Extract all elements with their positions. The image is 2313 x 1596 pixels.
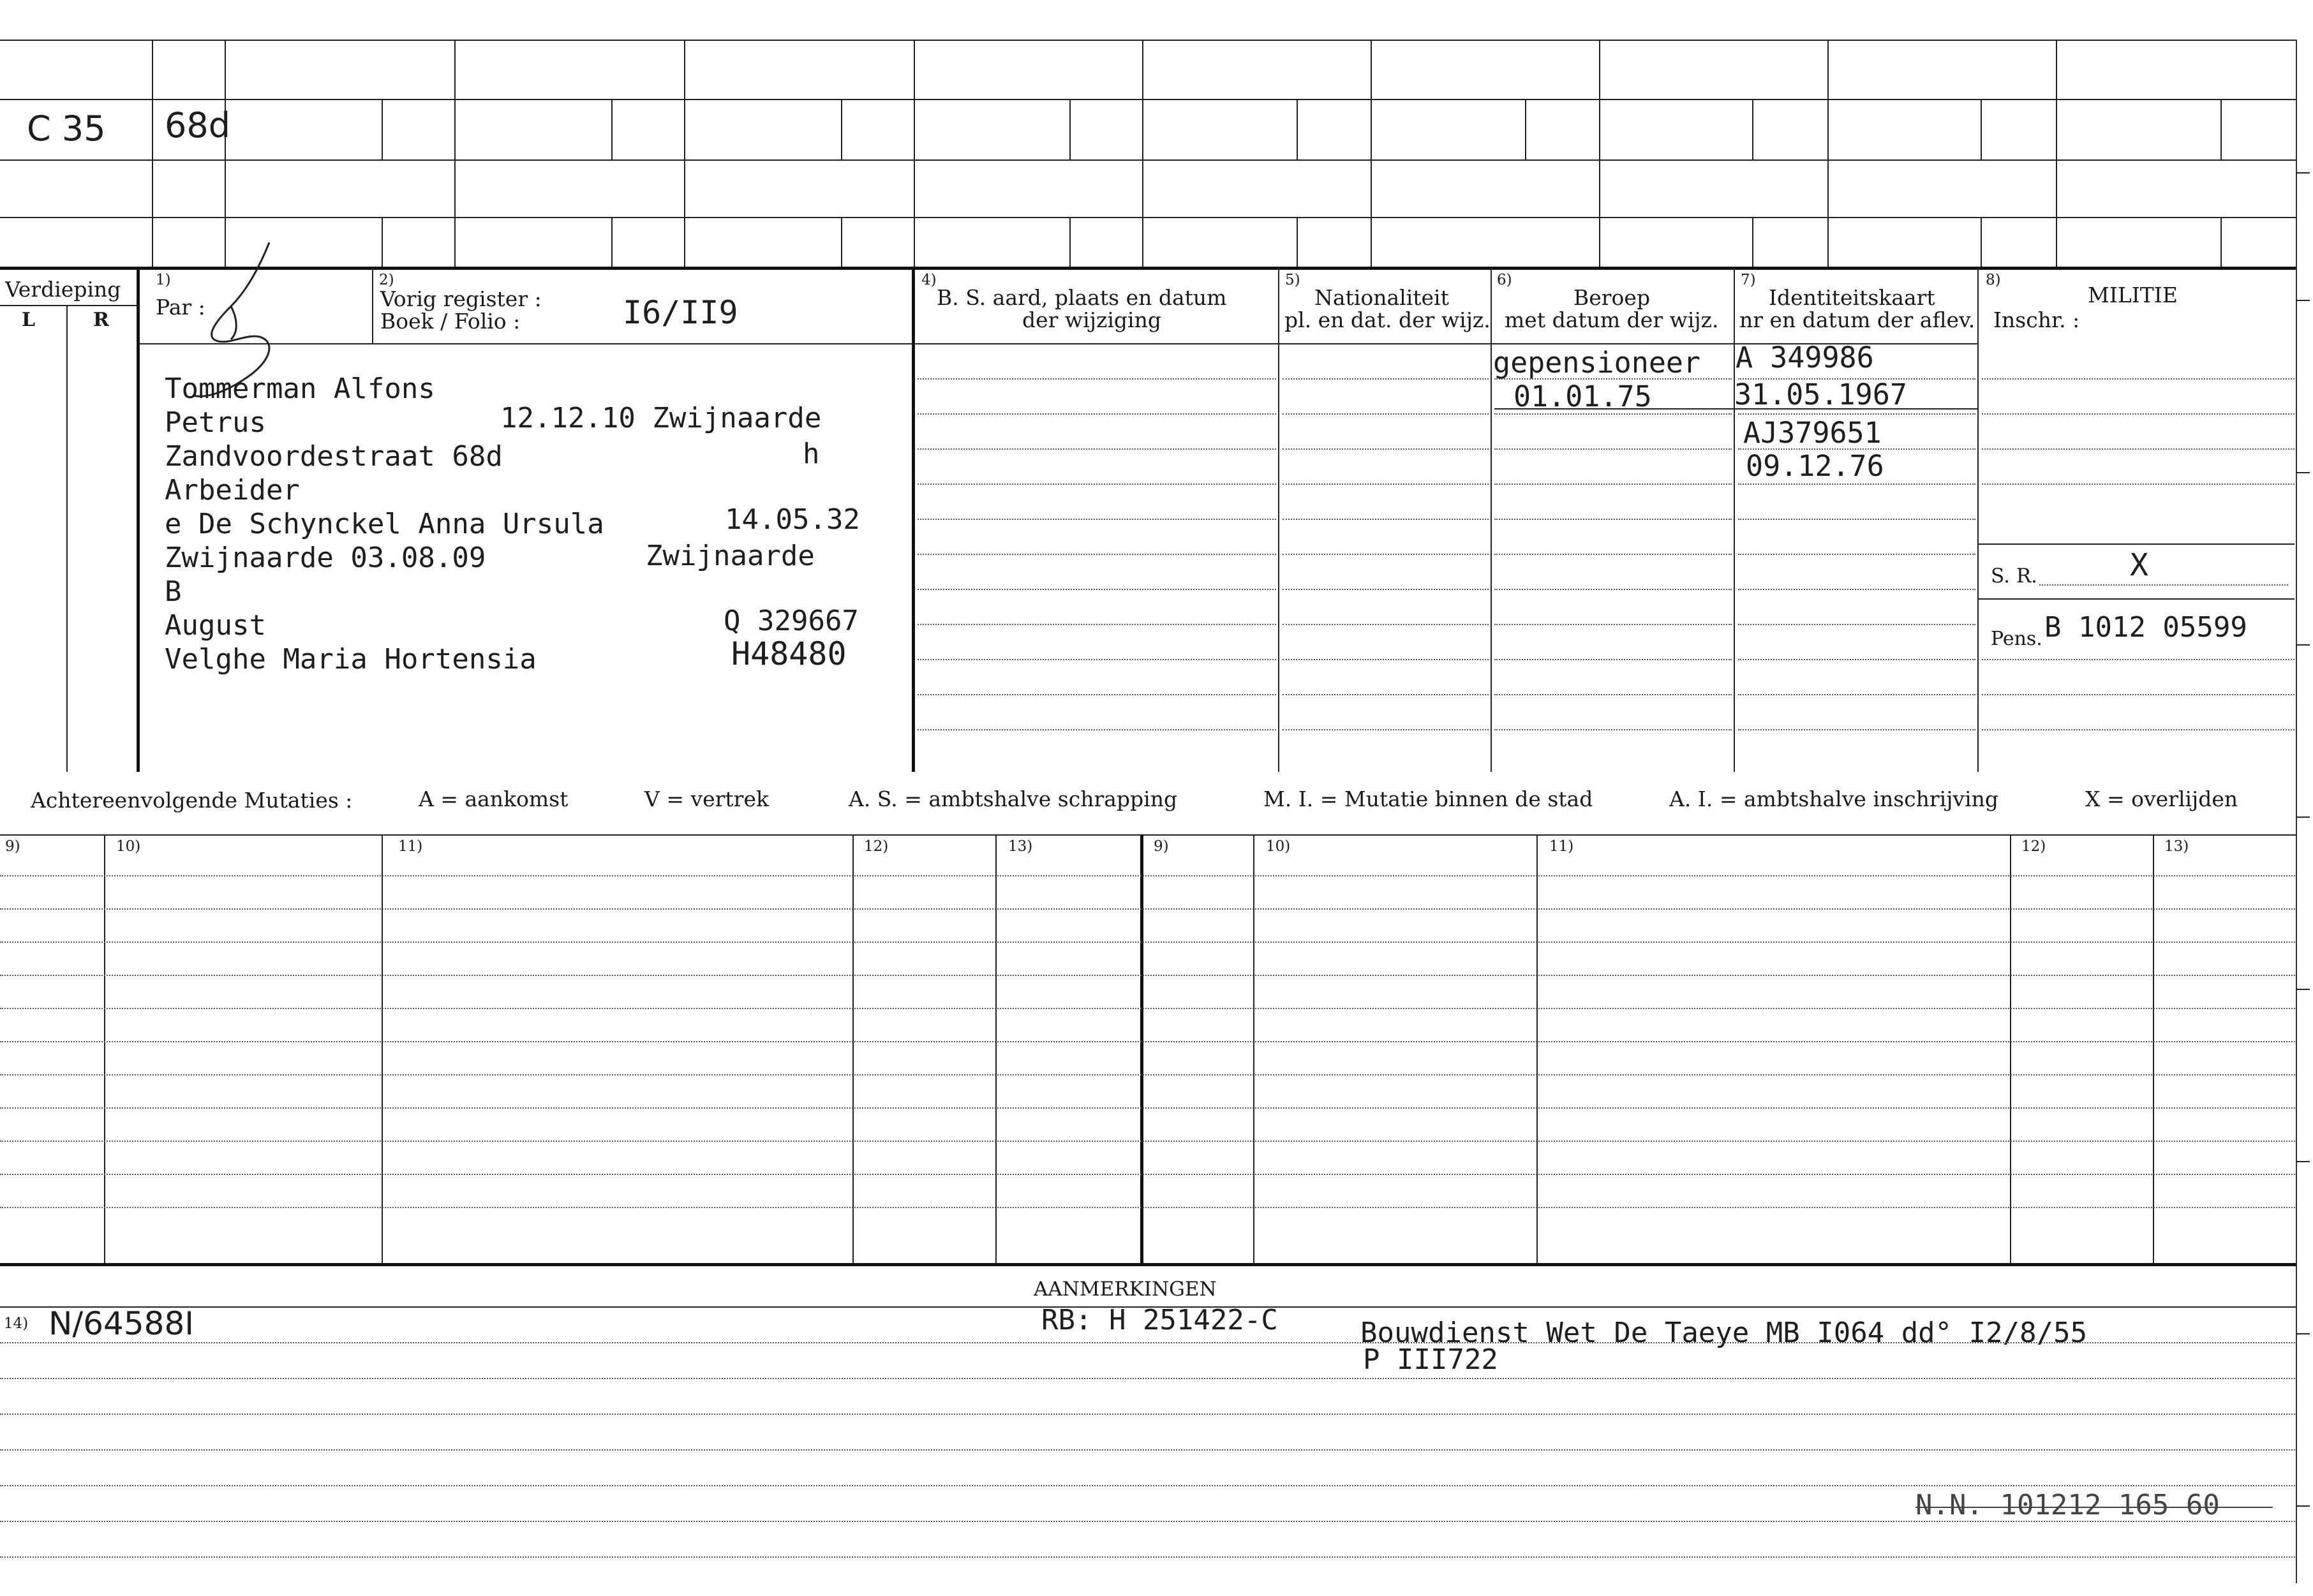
person-line-left: e De Schynckel Anna Ursula bbox=[165, 508, 604, 540]
mutaties-col-line bbox=[104, 834, 105, 1263]
aanmerkingen-nn: N.N. 101212 165 60 bbox=[1915, 1489, 2220, 1521]
mutaties-legend-item: A = aankomst bbox=[419, 787, 569, 811]
mutaties-top-line bbox=[0, 834, 2297, 836]
nn-strikethrough bbox=[1915, 1507, 2273, 1508]
mutaties-col-number: 12) bbox=[2021, 838, 2046, 855]
top-border-line bbox=[0, 40, 2297, 41]
person-line-left: Velghe Maria Hortensia bbox=[165, 643, 537, 676]
top-grid-col-line bbox=[914, 40, 915, 267]
field-number-7: 7) bbox=[1741, 272, 1756, 288]
l-label: L bbox=[22, 309, 36, 331]
top-grid-col-line bbox=[454, 40, 456, 267]
header-bottom-line bbox=[137, 343, 1977, 344]
mutaties-col-number: 13) bbox=[1008, 838, 1033, 855]
top-grid-sub-line bbox=[1752, 217, 1753, 267]
id-card-2: AJ379651 bbox=[1743, 416, 1882, 450]
aanmerkingen-rb: RB: H 251422-C bbox=[1041, 1304, 1278, 1336]
header-code: C 35 bbox=[27, 108, 106, 149]
r-label: R bbox=[93, 309, 109, 331]
top-grid-col-line bbox=[1827, 40, 1829, 267]
person-line-left: Petrus bbox=[165, 406, 266, 439]
col-line-vorig bbox=[372, 268, 373, 343]
beroep-date: 01.01.75 bbox=[1513, 380, 1652, 413]
top-grid-sub-line bbox=[1069, 217, 1071, 267]
col-line-par bbox=[137, 268, 140, 772]
top-grid-sub-line bbox=[841, 99, 842, 159]
person-line-right: Q 329667 bbox=[724, 605, 859, 637]
col-line-militie bbox=[1977, 268, 1979, 772]
mutaties-legend-item: M. I. = Mutatie binnen de stad bbox=[1263, 787, 1593, 811]
field-number-2: 2) bbox=[379, 272, 394, 288]
mutaties-bottom-line bbox=[0, 1263, 2297, 1266]
identiteit-header-line2: nr en datum der aflev. bbox=[1739, 307, 1975, 332]
verdieping-divider bbox=[0, 305, 137, 306]
mutaties-col-line bbox=[1140, 834, 1143, 1263]
pens-value: B 1012 05599 bbox=[2044, 611, 2247, 644]
identiteit-header-line1: Identiteitskaart bbox=[1769, 285, 1935, 310]
person-line-right: 14.05.32 bbox=[725, 503, 860, 536]
top-grid-sub-line bbox=[2220, 99, 2222, 159]
mutaties-title: Achtereenvolgende Mutaties : bbox=[31, 788, 353, 813]
top-grid-col-line bbox=[1599, 40, 1600, 267]
sr-dotted-line bbox=[2039, 584, 2288, 586]
person-line-left: B bbox=[165, 575, 182, 608]
militie-header: MILITIE bbox=[2088, 283, 2178, 307]
field-number-4: 4) bbox=[921, 272, 937, 288]
person-line-left: Tommerman Alfons bbox=[165, 373, 435, 405]
top-grid-sub-line bbox=[1297, 99, 1298, 159]
mutaties-col-number: 9) bbox=[5, 838, 20, 855]
sr-label: S. R. bbox=[1991, 565, 2038, 587]
id-date-2: 09.12.76 bbox=[1746, 449, 1884, 483]
militie-divider bbox=[1977, 543, 2294, 545]
mutaties-col-line bbox=[1536, 834, 1538, 1263]
mutaties-col-line bbox=[2153, 834, 2154, 1263]
mutaties-col-number: 11) bbox=[398, 838, 423, 855]
person-line-left: Zwijnaarde 03.08.09 bbox=[165, 542, 486, 574]
top-grid-sub-line bbox=[1525, 99, 1526, 159]
top-grid-sub-line bbox=[611, 99, 613, 159]
col-line-nat bbox=[1278, 268, 1279, 772]
mutaties-col-number: 11) bbox=[1549, 838, 1574, 855]
id-date-1: 31.05.1967 bbox=[1734, 378, 1907, 411]
beroep-value: gepensioneer bbox=[1493, 346, 1701, 380]
mutaties-col-number: 9) bbox=[1154, 838, 1169, 855]
nationaliteit-header-line2: pl. en dat. der wijz. bbox=[1284, 307, 1491, 332]
person-line-left: Zandvoordestraat 68d bbox=[165, 440, 503, 473]
top-grid-sub-line bbox=[1297, 217, 1298, 267]
aanmerkingen-number: 14) bbox=[4, 1315, 29, 1332]
militie-divider bbox=[1977, 598, 2294, 600]
beroep-header-line2: met datum der wijz. bbox=[1505, 307, 1719, 332]
top-grid-sub-line bbox=[1981, 99, 1982, 159]
person-line-right: Zwijnaarde bbox=[646, 540, 815, 572]
nationaliteit-header-line1: Nationaliteit bbox=[1314, 285, 1449, 310]
aanmerkingen-p-number: P III722 bbox=[1363, 1343, 1498, 1376]
person-line-right: h bbox=[803, 438, 820, 470]
top-grid-sub-line bbox=[1752, 99, 1753, 159]
aanmerkingen-code: N/64588I bbox=[48, 1305, 195, 1342]
mutaties-legend-item: X = overlijden bbox=[2085, 787, 2238, 811]
mutaties-col-number: 10) bbox=[1266, 838, 1291, 855]
pens-label: Pens. bbox=[1991, 628, 2042, 650]
sr-value: X bbox=[2130, 547, 2148, 583]
top-grid-sub-line bbox=[382, 99, 383, 159]
bs-header-line2: der wijziging bbox=[1022, 307, 1161, 332]
inschr-label: Inschr. : bbox=[1993, 307, 2080, 332]
person-line-right: 12.12.10 Zwijnaarde bbox=[500, 402, 822, 434]
top-grid-line bbox=[0, 159, 2297, 161]
top-grid-sub-line bbox=[1069, 99, 1071, 159]
top-grid-sub-line bbox=[2220, 217, 2222, 267]
top-grid-sub-line bbox=[1981, 217, 1982, 267]
person-line-left: Arbeider bbox=[165, 474, 300, 506]
header-number: 68d bbox=[165, 105, 230, 145]
col-line-beroep bbox=[1491, 268, 1492, 772]
top-grid-col-line bbox=[225, 40, 226, 267]
person-line-right: H48480 bbox=[731, 635, 847, 672]
top-grid-line bbox=[0, 99, 2297, 100]
col-line-id bbox=[1734, 268, 1735, 772]
top-grid-sub-line bbox=[382, 217, 383, 267]
mutaties-col-line bbox=[1253, 834, 1254, 1263]
top-grid-col-line bbox=[152, 40, 153, 267]
top-grid-col-line bbox=[2056, 40, 2057, 267]
field-number-6: 6) bbox=[1497, 272, 1512, 288]
aanmerkingen-title: AANMERKINGEN bbox=[1034, 1278, 1217, 1301]
boek-folio-label: Boek / Folio : bbox=[380, 309, 521, 334]
top-grid-col-line bbox=[684, 40, 685, 267]
top-grid-line bbox=[0, 267, 2297, 270]
field-number-1: 1) bbox=[156, 272, 171, 288]
top-grid-line bbox=[0, 217, 2297, 218]
aanmerkingen-bouwdienst: Bouwdienst Wet De Taeye MB I064 dd° I2/8/55 bbox=[1360, 1317, 2088, 1349]
top-grid-col-line bbox=[1371, 40, 1372, 267]
mutaties-col-line bbox=[995, 834, 997, 1263]
id-card-1: A 349986 bbox=[1736, 341, 1874, 374]
mutaties-col-number: 12) bbox=[864, 838, 889, 855]
mutaties-col-line bbox=[382, 834, 383, 1263]
col-line-lr bbox=[66, 305, 68, 772]
beroep-header-line1: Beroep bbox=[1573, 285, 1651, 310]
mutaties-legend-item: V = vertrek bbox=[644, 787, 769, 811]
mutaties-legend-item: A. S. = ambtshalve schrapping bbox=[849, 787, 1178, 811]
par-label: Par : bbox=[156, 295, 205, 320]
mutaties-legend-item: A. I. = ambtshalve inschrijving bbox=[1669, 787, 1999, 811]
mutaties-col-line bbox=[2010, 834, 2011, 1263]
top-grid-sub-line bbox=[841, 217, 842, 267]
bs-header-line1: B. S. aard, plaats en datum bbox=[937, 285, 1227, 310]
top-grid-col-line bbox=[1142, 40, 1143, 267]
person-line-left: August bbox=[165, 609, 266, 642]
boek-folio-value: I6/II9 bbox=[623, 294, 738, 331]
vorig-register-label: Vorig register : bbox=[380, 286, 542, 311]
verdieping-label: Verdieping bbox=[5, 277, 121, 302]
mutaties-col-line bbox=[852, 834, 854, 1263]
mutaties-col-number: 13) bbox=[2164, 838, 2189, 855]
top-grid-sub-line bbox=[611, 217, 613, 267]
col-line-bs bbox=[912, 268, 915, 772]
field-number-5: 5) bbox=[1285, 272, 1300, 288]
mutaties-col-number: 10) bbox=[116, 838, 141, 855]
field-number-8: 8) bbox=[1986, 272, 2001, 288]
